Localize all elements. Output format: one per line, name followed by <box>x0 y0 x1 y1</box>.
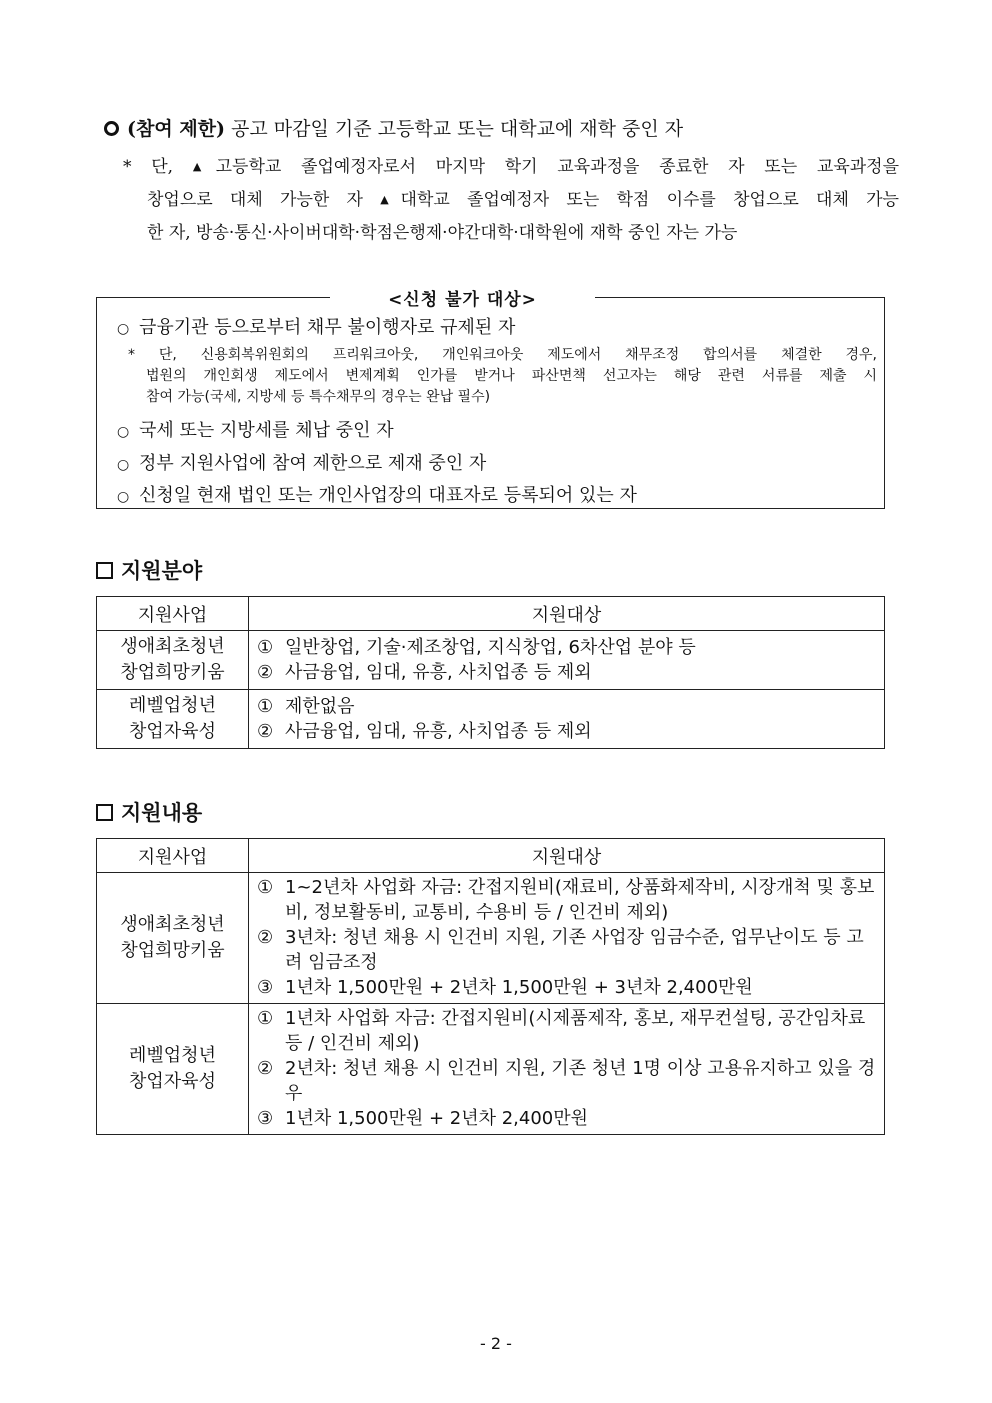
ineligible-item: ○ 정부 지원사업에 참여 제한으로 제재 중인 자 <box>117 453 487 474</box>
restriction-label: (참여 제한) <box>127 118 226 140</box>
program-contents: ① 1~2년차 사업화 자금: 간접지원비(재료비, 상품화제작비, 시장개척 및 홍보비, 정보활동비, 교통비, 수용비 등 / 인건비 제외) ② 3년차: 청년 채용 시 인건비 지원, 기존 사업장 임금수준, 업무난이도 등 고려 임금조정 ③ 1년차 1,500만원 + 2년차 1,500만원 + 3년차 2,400만원 <box>249 873 885 1004</box>
restriction-text: 공고 마감일 기준 고등학교 또는 대학교에 재학 중인 자 <box>225 118 684 140</box>
program-name: 레벨업청년 창업자육성 <box>97 1004 249 1135</box>
ineligible-item: ○ 국세 또는 지방세를 체납 중인 자 <box>117 420 394 441</box>
col-header-program: 지원사업 <box>97 597 249 631</box>
ineligible-item: ○ 금융기관 등으로부터 채무 불이행자로 규제된 자 <box>117 317 516 338</box>
support-content-table <box>96 838 885 1135</box>
checkbox-square-icon <box>96 804 113 821</box>
ineligible-title: <신청 불가 대상> <box>330 285 595 310</box>
table-row <box>97 631 885 690</box>
program-contents: ① 1년차 사업화 자금: 간접지원비(시제품제작, 홍보, 재무컨설팅, 공간임차료 등 / 인건비 제외) ② 2년차: 청년 채용 시 인건비 지원, 기존 청년 1명 이상 고용유지하고 있을 경우 ③ 1년차 1,500만원 + 2년차 2,400만원 <box>249 1004 885 1135</box>
table-row <box>97 1004 885 1135</box>
program-targets: ① 제한없음 ② 사금융업, 임대, 유흥, 사치업종 등 제외 <box>249 690 885 749</box>
ineligible-note: * 단, 신용회복위원회의 프리워크아웃, 개인워크아웃 제도에서 채무조정 합의서를 체결한 경우, 법원의 개인회생 제도에서 변제계획 인가를 받거나 파산면책 선고자는 해당 관련 서류를 제출 시 참여 가능(국세, 지방세 등 특수채무의 경우는 완납 필수) <box>128 347 877 405</box>
table-row <box>97 690 885 749</box>
triangle-icon: ▲ <box>192 160 216 173</box>
program-name: 생애최초청년 창업희망키움 <box>97 631 249 690</box>
bullet-icon <box>104 121 119 136</box>
program-name: 생애최초청년 창업희망키움 <box>97 873 249 1004</box>
support-field-table <box>96 596 885 749</box>
restriction-note-line: * 단, ▲고등학교 졸업예정자로서 마지막 학기 교육과정을 종료한 자 또는 교육과정을 <box>123 157 900 177</box>
program-targets: ① 일반창업, 기술·제조창업, 지식창업, 6차산업 분야 등 ② 사금융업, 임대, 유흥, 사치업종 등 제외 <box>249 631 885 690</box>
checkbox-square-icon <box>96 562 113 579</box>
col-header-program: 지원사업 <box>97 839 249 873</box>
table-header-row <box>97 839 885 873</box>
participation-restriction <box>104 114 683 141</box>
triangle-icon: ▲ <box>380 193 401 206</box>
support-content-heading: 지원내용 <box>96 797 202 827</box>
program-name: 레벨업청년 창업자육성 <box>97 690 249 749</box>
table-row <box>97 873 885 1004</box>
col-header-target: 지원대상 <box>249 597 885 631</box>
table-header-row <box>97 597 885 631</box>
page-number: - 2 - <box>480 1334 512 1353</box>
restriction-note-line: 창업으로 대체 가능한 자 ▲대학교 졸업예정자 또는 학점 이수를 창업으로 대체 가능 <box>147 190 899 210</box>
col-header-target: 지원대상 <box>249 839 885 873</box>
restriction-note-line: 한 자, 방송·통신·사이버대학·학점은행제·야간대학·대학원에 재학 중인 자는 가능 <box>147 223 738 243</box>
ineligible-item: ○ 신청일 현재 법인 또는 개인사업장의 대표자로 등록되어 있는 자 <box>117 485 637 506</box>
support-field-heading: 지원분야 <box>96 555 202 585</box>
